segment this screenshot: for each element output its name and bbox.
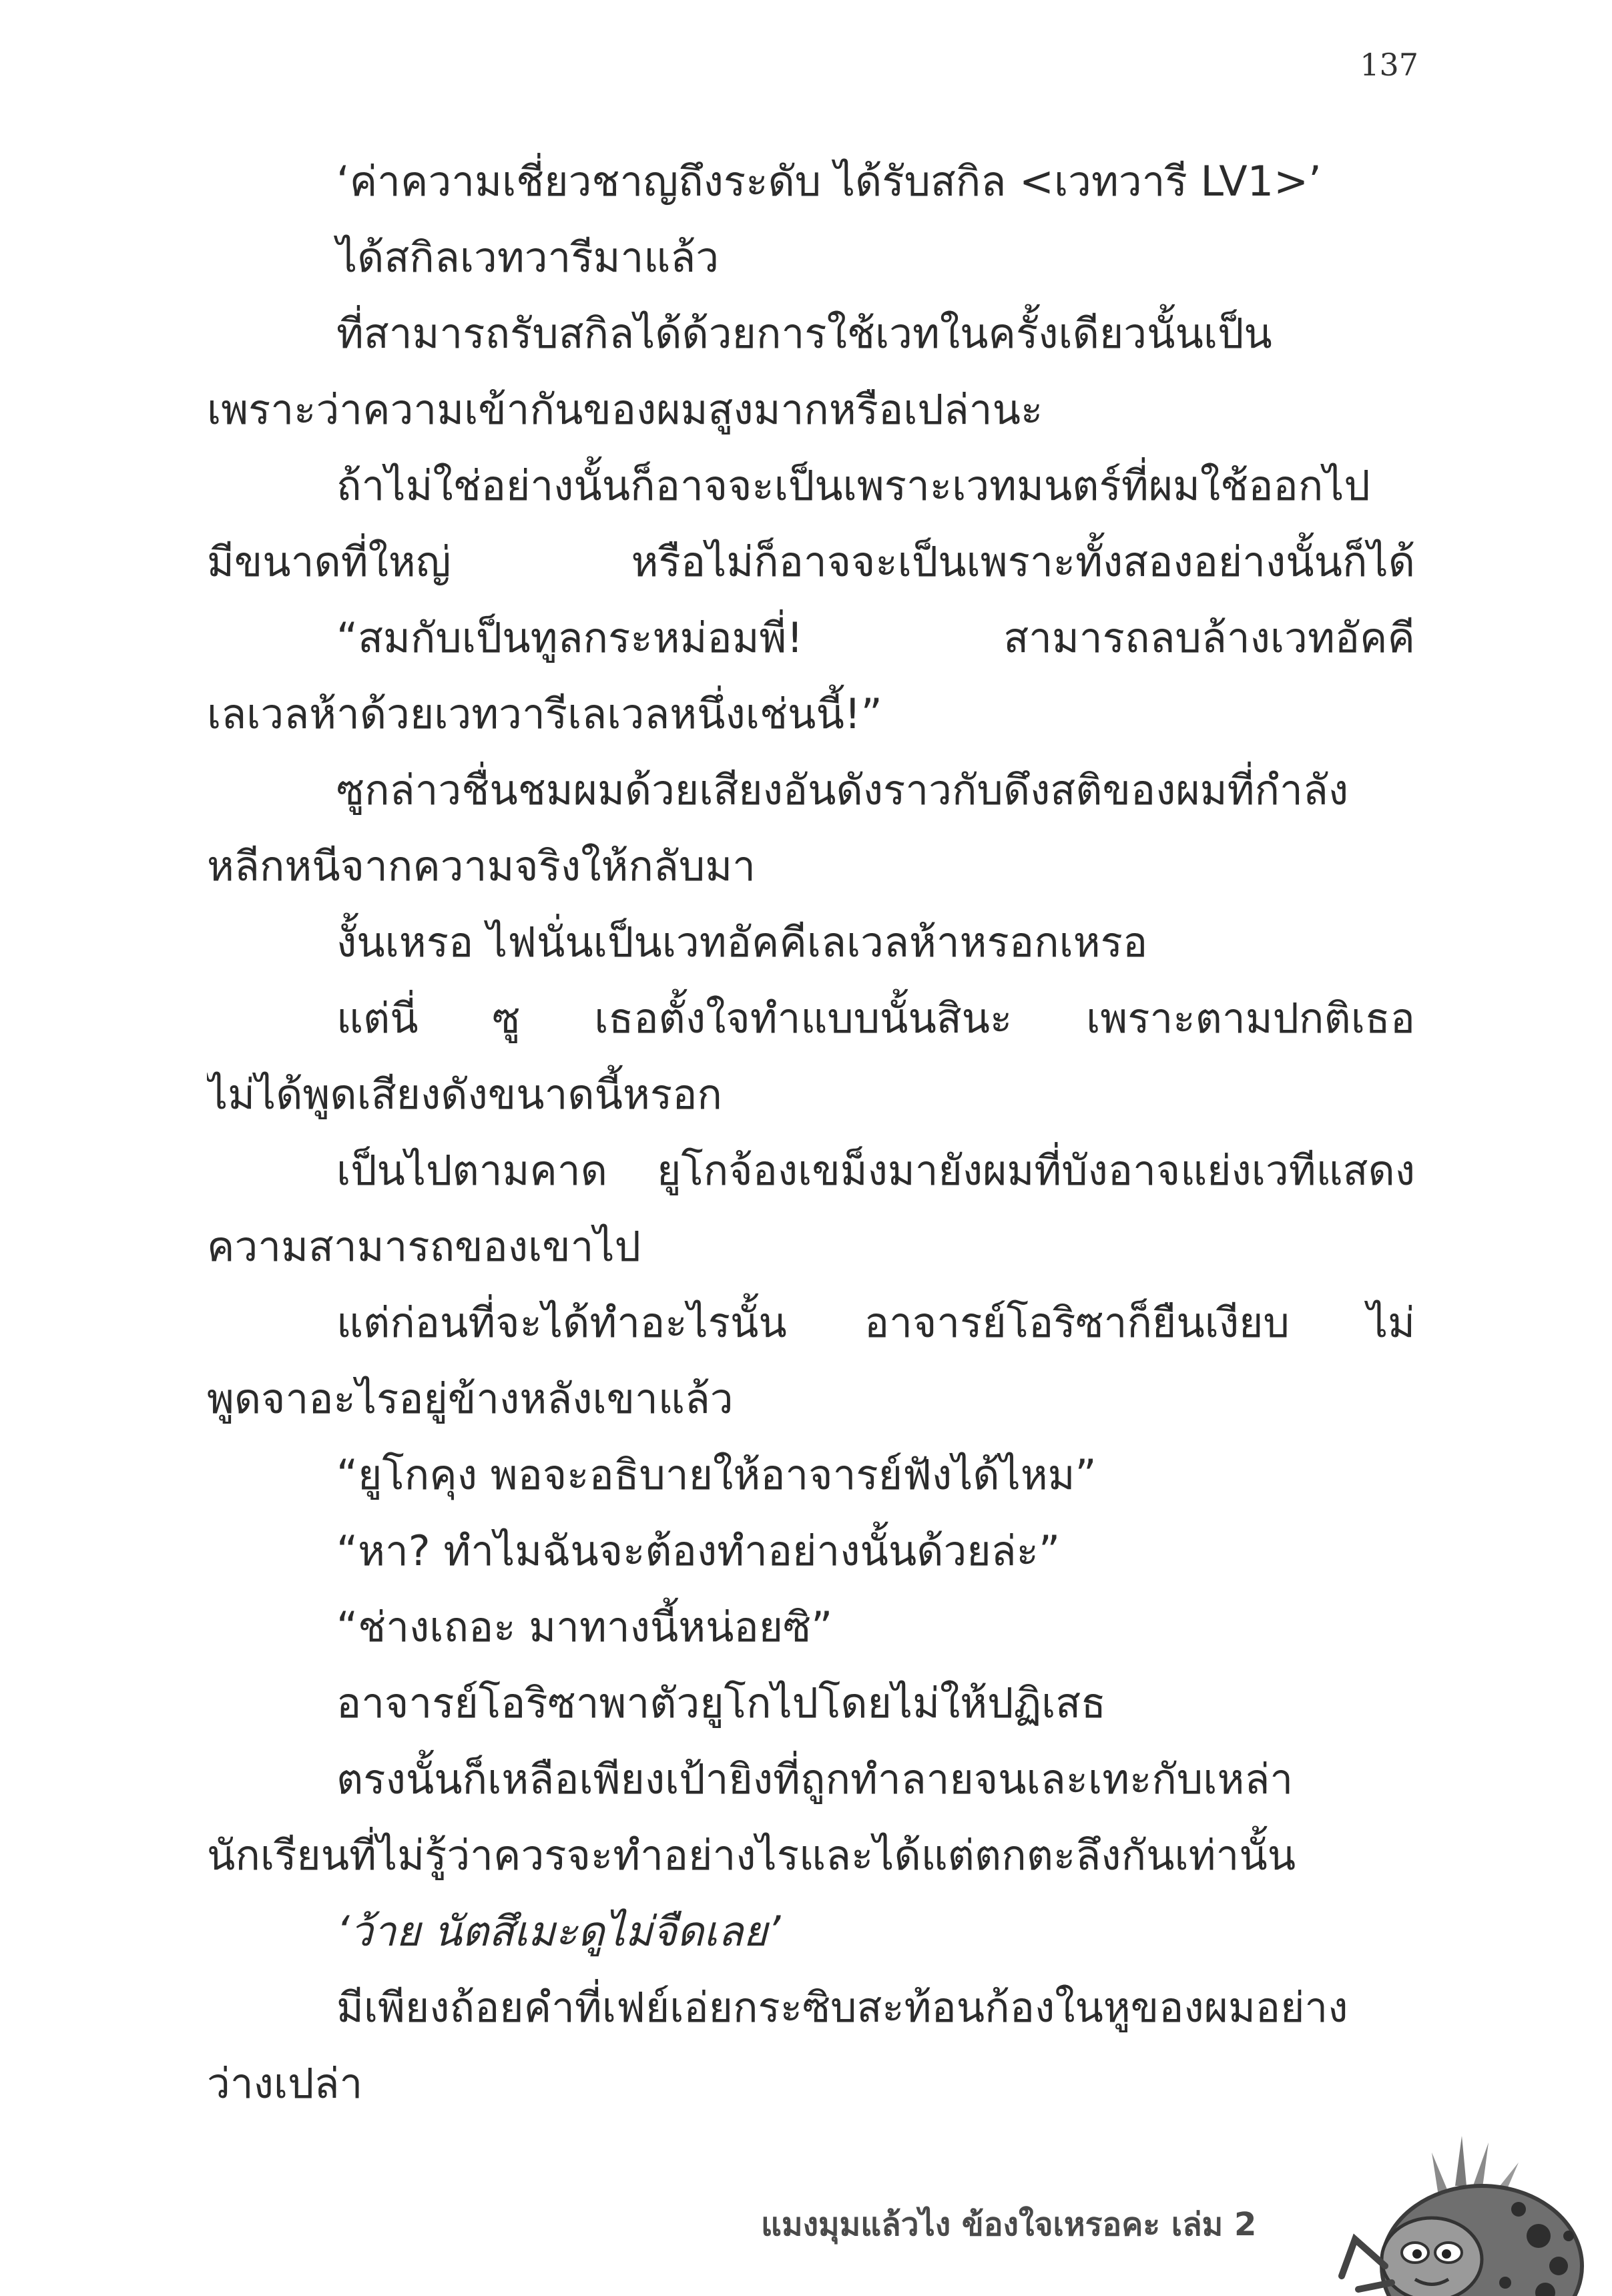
footer-book-title: แมงมุมแล้วไง ข้องใจเหรอคะ เล่ม 2 bbox=[761, 2206, 1257, 2243]
text-line: ถ้าไม่ใช่อย่างนั้นก็อาจจะเป็นเพราะเวทมนตร์ที่ผมใช้ออกไป bbox=[336, 461, 1370, 510]
text-line: แต่ก่อนที่จะได้ทำอะไรนั้น อาจารย์โอริซาก็ยืนเงียบ ไม่ bbox=[336, 1298, 1415, 1347]
text-line: “ยูโกคุง พอจะอธิบายให้อาจารย์ฟังได้ไหม” bbox=[336, 1450, 1097, 1499]
text-line: ได้สกิลเวทวารีมาแล้ว bbox=[336, 233, 720, 282]
text-line: ว่างเปล่า bbox=[207, 2059, 363, 2108]
text-line: ‘ค่าความเชี่ยวชาญถึงระดับ ได้รับสกิล <เวทวารี LV1>’ bbox=[336, 157, 1322, 206]
page-number: 137 bbox=[1360, 47, 1418, 83]
text-line: มีเพียงถ้อยคำที่เฟย์เอ่ยกระซิบสะท้อนก้องในหูของผมอย่าง bbox=[336, 1983, 1348, 2032]
text-line: เลเวลห้าด้วยเวทวารีเลเวลหนึ่งเช่นนี้!” bbox=[207, 689, 882, 738]
spider-mascot-icon bbox=[1338, 2122, 1585, 2296]
text-line: ความสามารถของเขาไป bbox=[207, 1222, 641, 1271]
text-line: ตรงนั้นก็เหลือเพียงเป้ายิงที่ถูกทำลายจนเละเทะกับเหล่า bbox=[336, 1755, 1294, 1803]
text-line: งั้นเหรอ ไฟนั่นเป็นเวทอัคคีเลเวลห้าหรอกเหรอ bbox=[336, 918, 1148, 966]
text-line: มีขนาดที่ใหญ่ หรือไม่ก็อาจจะเป็นเพราะทั้งสองอย่างนั้นก็ได้ bbox=[207, 537, 1415, 586]
text-line: ไม่ได้พูดเสียงดังขนาดนี้หรอก bbox=[207, 1070, 722, 1119]
text-line: ที่สามารถรับสกิลได้ด้วยการใช้เวทในครั้งเดียวนั้นเป็น bbox=[336, 309, 1272, 358]
text-line: ซูกล่าวชื่นชมผมด้วยเสียงอันดังราวกับดึงสติของผมที่กำลัง bbox=[336, 766, 1349, 814]
text-line: อาจารย์โอริซาพาตัวยูโกไปโดยไม่ให้ปฏิเสธ bbox=[336, 1679, 1106, 1727]
text-line: แต่นี่ ซู เธอตั้งใจทำแบบนั้นสินะ เพราะตามปกติเธอ bbox=[336, 994, 1415, 1043]
text-line: พูดจาอะไรอยู่ข้างหลังเขาแล้ว bbox=[207, 1374, 734, 1423]
text-line: หลีกหนีจากความจริงให้กลับมา bbox=[207, 842, 756, 890]
body-text bbox=[207, 144, 1415, 2122]
text-line: ‘ว้าย นัตสึเมะดูไม่จืดเลย’ bbox=[336, 1907, 781, 1956]
text-line: เพราะว่าความเข้ากันของผมสูงมากหรือเปล่านะ bbox=[207, 385, 1043, 434]
text-line: “สมกับเป็นทูลกระหม่อมพี่! สามารถลบล้างเวทอัคคี bbox=[336, 613, 1415, 662]
text-line: เป็นไปตามคาด ยูโกจ้องเขม็งมายังผมที่บังอาจแย่งเวทีแสดง bbox=[336, 1146, 1415, 1195]
text-line: “หา? ทำไมฉันจะต้องทำอย่างนั้นด้วยล่ะ” bbox=[336, 1526, 1061, 1575]
text-line: “ช่างเถอะ มาทางนี้หน่อยซิ” bbox=[336, 1603, 833, 1651]
text-line: นักเรียนที่ไม่รู้ว่าควรจะทำอย่างไรและได้แต่ตกตะลึงกันเท่านั้น bbox=[207, 1831, 1296, 1880]
